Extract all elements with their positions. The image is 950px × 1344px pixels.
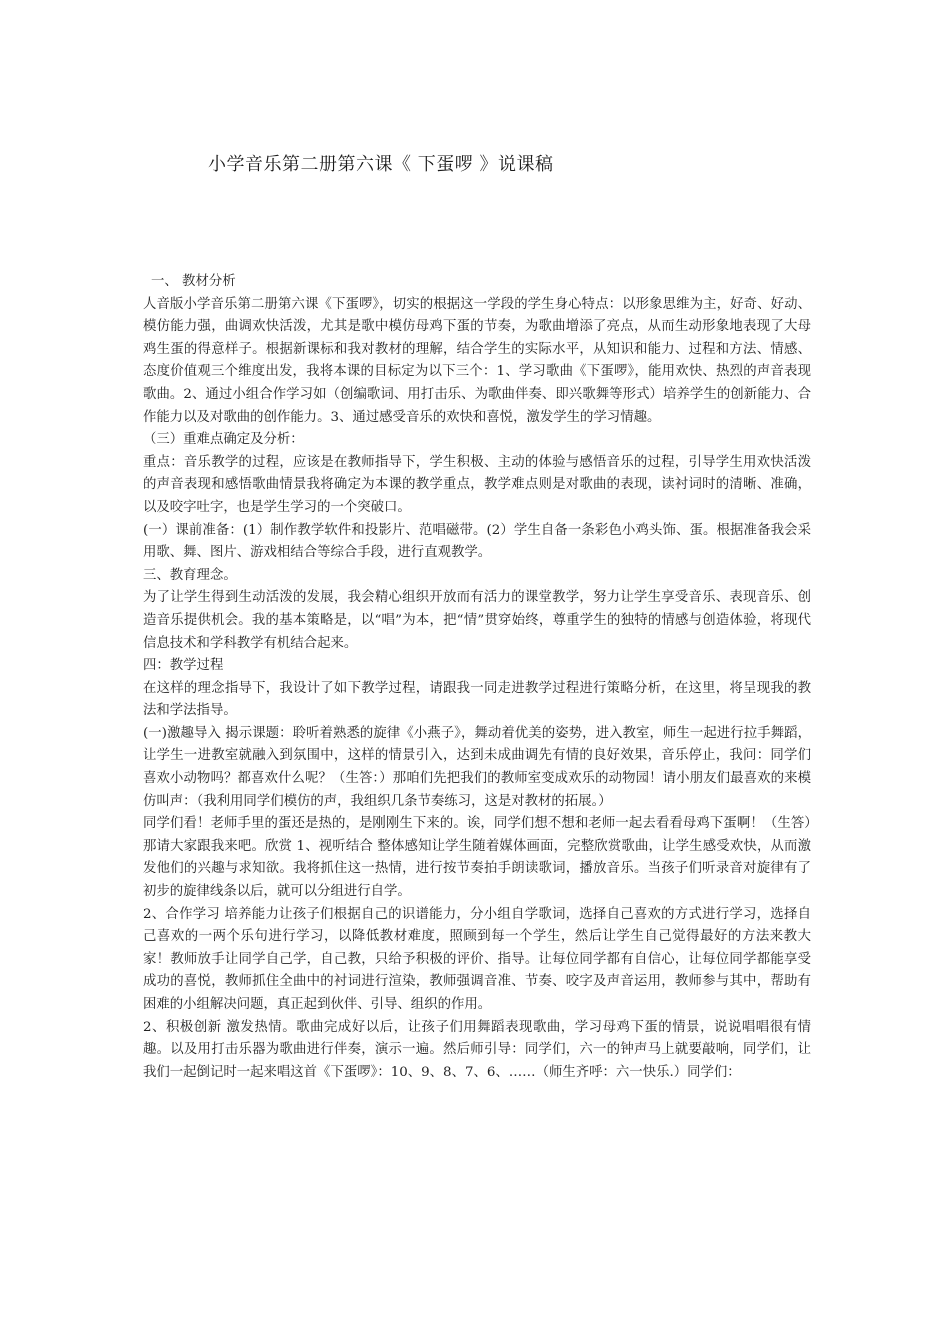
- paragraph-listening: 同学们看！老师手里的蛋还是热的，是刚刚生下来的。诶，同学们想不想和老师一起去看看母鸡下蛋啊！（生答）那请大家跟我来吧。欣赏 1、视听结合 整体感知让学生随着媒体画面，完整欣赏歌曲，让学生感受欢快，从而激发他们的兴趣与求知欲。我将抓住这一热情，进行按节奏拍手朗读歌词，播放音乐。当孩子们听录音对旋律有了初步的旋律线条以后，就可以分组进行自学。: [143, 816, 811, 900]
- section-heading-key-points: （三）重难点确定及分析：: [143, 432, 304, 448]
- paragraph-key-points: 重点：音乐教学的过程，应该是在教师指导下，学生积极、主动的体验与感悟音乐的过程，引导学生用欢快活泼的声音表现和感悟歌曲情景我将确定为本课的教学重点，教学难点则是对歌曲的表现，读衬词时的清晰、准确，以及咬字吐字，也是学生学习的一个突破口。: [143, 454, 811, 515]
- section-heading-textbook-analysis: 一、 教材分析: [151, 274, 236, 289]
- section-heading-philosophy: 三、教育理念。: [143, 567, 237, 583]
- paragraph-process-intro: 在这样的理念指导下，我设计了如下教学过程，请跟我一同走进教学过程进行策略分析，在这里，将呈现我的教法和学法指导。: [143, 680, 811, 719]
- document-title: 小学音乐第二册第六课《 下蛋啰 》说课稿: [208, 154, 554, 175]
- paragraph-cooperative-learning: 2、合作学习 培养能力让孩子们根据自己的识谱能力，分小组自学歌词，选择自己喜欢的方式进行学习，选择自己喜欢的一两个乐句进行学习，以降低教材难度，照顾到每一个学生，然后让学生自己觉得最好的方法来教大家！教师放手让同学自己学，自己教，只给予积极的评价、指导。让每位同学都有自信心，让每位同学都能享受成功的喜悦，教师抓住全曲中的衬词进行渲染，教师强调音准、节奏、咬字及声音运用，教师参与其中，帮助有困难的小组解决问题，真正起到伙伴、引导、组织的作用。: [143, 906, 811, 1012]
- document-body: [143, 271, 811, 1084]
- paragraph-warmup: (一)激趣导入 揭示课题：聆听着熟悉的旋律《小燕子》，舞动着优美的姿势，进入教室，师生一起进行拉手舞蹈，让学生一进教室就融入到氛围中，这样的情景引入，达到未成曲调先有情的良好效果，音乐停止，我问：同学们喜欢小动物吗？都喜欢什么呢？（生答：）那咱们先把我们的教师室变成欢乐的动物园！请小朋友们最喜欢的来模仿叫声：（我利用同学们模仿的声，我组织几条节奏练习，这是对教材的拓展。）: [143, 725, 811, 809]
- section-heading-teaching-process: 四：教学过程: [143, 658, 224, 674]
- paragraph-philosophy: 为了让学生得到生动活泼的发展，我会精心组织开放而有活力的课堂教学，努力让学生享受音乐、表现音乐、创造音乐提供机会。我的基本策略是，以“唱”为本，把“情”贯穿始终，尊重学生的独特的情感与创造体验，将现代信息技术和学科教学有机结合起来。: [143, 590, 811, 651]
- paragraph-textbook-analysis: 人音版小学音乐第二册第六课《下蛋啰》，切实的根据这一学段的学生身心特点：以形象思维为主，好奇、好动、模仿能力强，曲调欢快活泼，尤其是歌中模仿母鸡下蛋的节奏，为歌曲增添了亮点，从而生动形象地表现了大母鸡生蛋的得意样子。根据新课标和我对教材的理解，结合学生的实际水平，从知识和能力、过程和方法、情感、态度价值观三个维度出发，我将本课的目标定为以下三个：1、学习歌曲《下蛋啰》，能用欢快、热烈的声音表现歌曲。2、通过小组合作学习如（创编歌词、用打击乐、为歌曲伴奏、即兴歌舞等形式）培养学生的创新能力、合作能力以及对歌曲的创作能力。3、通过感受音乐的欢快和喜悦，激发学生的学习情趣。: [143, 296, 811, 425]
- paragraph-preparation: (一）课前准备：(1）制作教学软件和投影片、范唱磁带。(2）学生自备一条彩色小鸡头饰、蛋。根据准备我会采用歌、舞、图片、游戏相结合等综合手段，进行直观教学。: [143, 522, 811, 561]
- paragraph-innovation: 2、积极创新 激发热情。歌曲完成好以后，让孩子们用舞蹈表现歌曲，学习母鸡下蛋的情景，说说唱唱很有情趣。以及用打击乐器为歌曲进行伴奏，演示一遍。然后师引导：同学们，六一的钟声马上就要敲响，同学们，让我们一起倒记时一起来唱这首《下蛋啰》：10、9、8、7、6、……（师生齐呼：六一快乐.）同学们：: [143, 1019, 811, 1080]
